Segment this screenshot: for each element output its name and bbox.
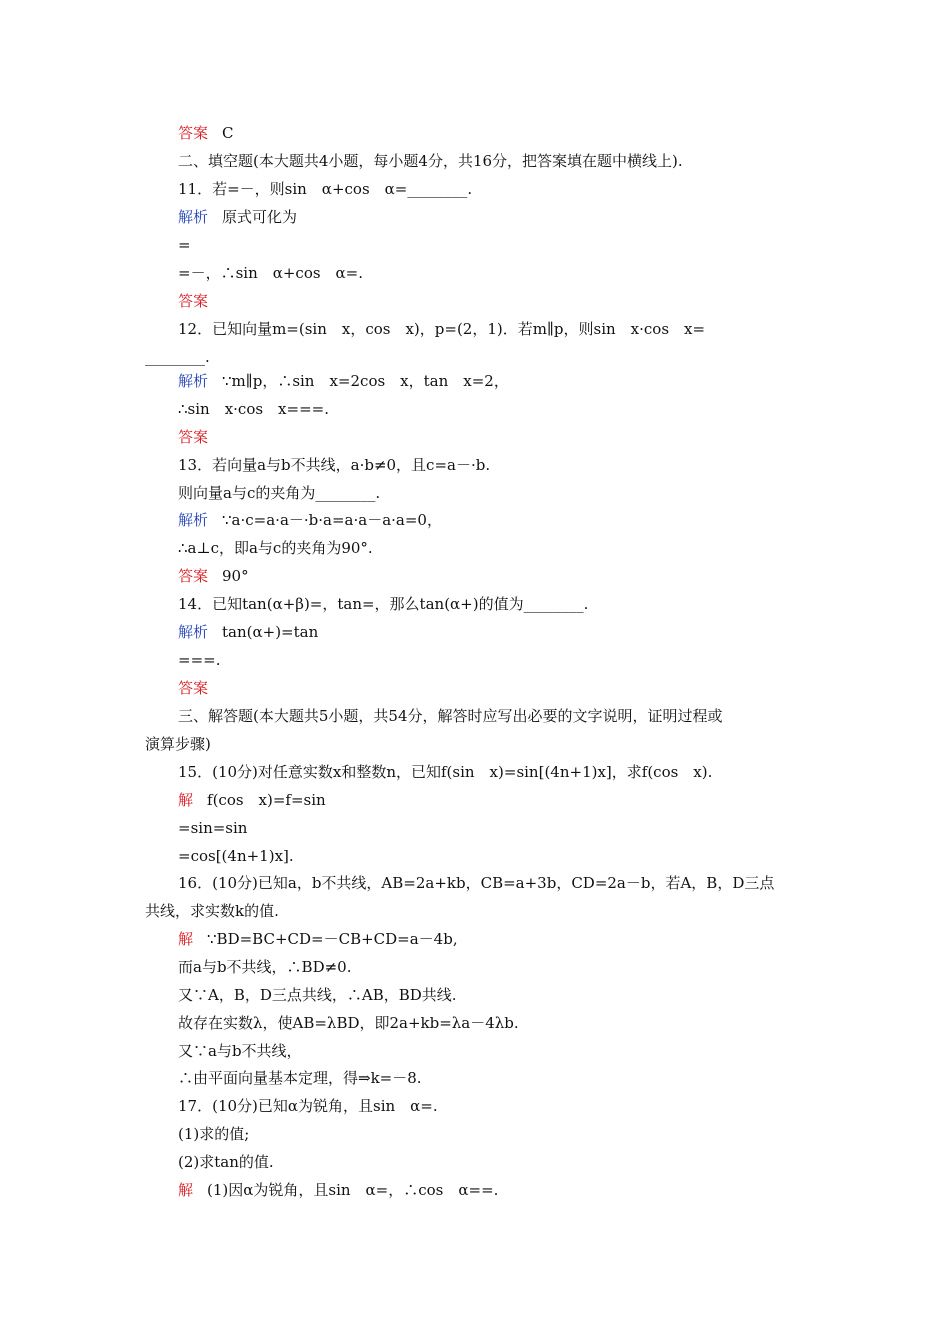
analysis-text: ∵m∥p，∴sin x=2cos x，tan x=2， <box>222 372 509 390</box>
derivation-line: = <box>178 236 191 254</box>
analysis-line-13 <box>178 510 843 530</box>
solution-text: (1)因α为锐角，且sin α=，∴cos α==. <box>207 1181 499 1199</box>
analysis-label: 解析 <box>178 623 209 641</box>
answer-line-14 <box>178 678 843 698</box>
derivation-line: =－，∴sin α+cos α=. <box>178 264 364 282</box>
derivation-line: =cos[(4n+1)x]. <box>178 847 294 865</box>
section-heading-solve: 三、解答题(本大题共5小题，共54分，解答时应写出必要的文字说明，证明过程或 <box>178 707 723 725</box>
question-11: 11．若=－，则sin α+cos α=________. <box>178 180 473 198</box>
answer-label: 答案 <box>178 428 209 446</box>
solution-label: 解 <box>178 791 194 809</box>
analysis-text: 原式可化为 <box>222 208 298 226</box>
answer-line-13 <box>178 566 843 586</box>
analysis-text: tan(α+)=tan <box>222 623 319 641</box>
derivation-line: 故存在实数λ，使AB=λBD，即2a+kb=λa－4λb. <box>178 1014 519 1032</box>
analysis-label: 解析 <box>178 208 209 226</box>
solution-text: f(cos x)=f=sin <box>207 791 326 809</box>
answer-value: C <box>222 124 234 142</box>
derivation-line: ∴a⊥c，即a与c的夹角为90°. <box>178 539 373 557</box>
derivation-line: =sin=sin <box>178 819 248 837</box>
answer-line-10 <box>178 123 843 143</box>
solution-text: ∵BD=BC+CD=－CB+CD=a－4b, <box>207 930 458 948</box>
solution-label: 解 <box>178 930 194 948</box>
answer-label: 答案 <box>178 679 209 697</box>
question-17-part-2: (2)求tan的值. <box>178 1153 274 1171</box>
derivation-line: ∴sin x·cos x===. <box>178 400 329 418</box>
derivation-line: 而a与b不共线，∴BD≠0. <box>178 958 352 976</box>
question-12-blank: ________. <box>145 348 210 366</box>
solution-label: 解 <box>178 1181 194 1199</box>
question-17: 17．(10分)已知α为锐角，且sin α=. <box>178 1097 438 1115</box>
solution-line-16 <box>178 929 843 949</box>
analysis-line-12 <box>178 371 843 391</box>
answer-line-11 <box>178 291 843 311</box>
question-17-part-1: (1)求的值; <box>178 1125 250 1143</box>
analysis-line-14 <box>178 622 843 642</box>
section-heading-fill-in: 二、填空题(本大题共4小题，每小题4分，共16分，把答案填在题中横线上). <box>178 152 683 170</box>
question-13: 13．若向量a与b不共线，a·b≠0，且c=a－·b. <box>178 456 491 474</box>
question-12: 12．已知向量m=(sin x，cos x)，p=(2，1)．若m∥p，则sin x·cos x= <box>178 320 706 338</box>
answer-label: 答案 <box>178 292 209 310</box>
section-heading-solve-continued: 演算步骤) <box>145 735 211 753</box>
derivation-line: 又∵A，B，D三点共线，∴AB，BD共线. <box>178 986 457 1004</box>
analysis-line-11 <box>178 207 843 227</box>
derivation-line: ∴由平面向量基本定理，得⇒k=－8. <box>178 1069 422 1087</box>
question-15: 15．(10分)对任意实数x和整数n，已知f(sin x)=sin[(4n+1)x]，求f(cos x). <box>178 763 713 781</box>
question-16-continued: 共线，求实数k的值. <box>145 902 279 920</box>
solution-line-17 <box>178 1180 843 1200</box>
derivation-line: 又∵a与b不共线， <box>178 1042 302 1060</box>
solution-line-15 <box>178 790 843 810</box>
answer-value: 90° <box>222 567 249 585</box>
answer-label: 答案 <box>178 567 209 585</box>
answer-line-12 <box>178 427 843 447</box>
analysis-label: 解析 <box>178 372 209 390</box>
answer-label: 答案 <box>178 124 209 142</box>
question-14: 14．已知tan(α+β)=，tan=，那么tan(α+)的值为________. <box>178 595 589 613</box>
question-13-continued: 则向量a与c的夹角为________. <box>178 484 381 502</box>
analysis-label: 解析 <box>178 511 209 529</box>
analysis-text: ∵a·c=a·a－·b·a=a·a－a·a=0， <box>222 511 442 529</box>
derivation-line: ===. <box>178 651 221 669</box>
question-16: 16．(10分)已知a，b不共线，AB=2a+kb，CB=a+3b，CD=2a－b，若A，B，D三点 <box>178 874 775 892</box>
